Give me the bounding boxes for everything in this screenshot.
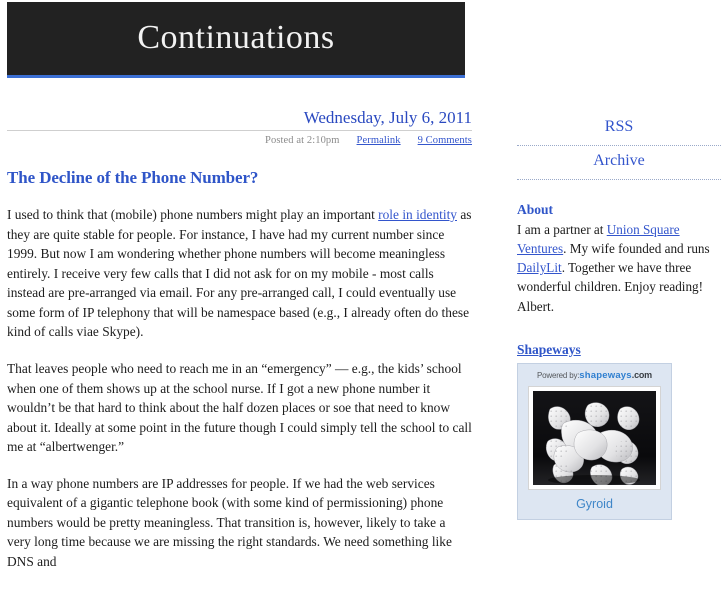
about-text-part-1: I am a partner at <box>517 222 607 237</box>
post-meta <box>7 131 472 146</box>
site-banner <box>7 2 465 78</box>
union-square-ventures-link[interactable]: Union Square Ventures <box>517 222 680 257</box>
comments-link[interactable]: 9 Comments <box>417 135 472 146</box>
about-text-part-2: . My wife founded and runs <box>563 241 710 257</box>
blog-title: Continuations <box>137 18 335 56</box>
powered-by-text: Powered by: <box>537 370 580 380</box>
about-section <box>517 202 721 316</box>
about-heading: About <box>517 202 554 217</box>
shapeways-brand-text: shapeways <box>579 369 632 381</box>
paragraph-1-text-after-link: as they are quite stable for people. For instance, I have had my current number since 1999. But now I am wondering whether phone numbers will become meaningless entirely. I receive very few calls that I did not ask for on my mobile - most calls instead are pre-arranged via email. For any pre-arranged call, I could eventually use some form of IP telephony that will be namespace based (e.g., I already often do these kind of calls viae Skype). <box>7 207 472 340</box>
gyroid-sculpture-photo[interactable] <box>533 391 656 485</box>
sidebar-item-archive[interactable] <box>517 146 721 180</box>
about-text <box>517 220 721 316</box>
post-time: Posted at 2:10pm <box>265 135 340 146</box>
post-paragraph-2: That leaves people who need to reach me in an “emergency” — e.g., the kids’ school when one of them shows up at the school nurse. If I got a new phone number it wouldn’t be that hard to think about the half dozen places or soe that need to know about it. Ideally at some point in the future though I could simply tell the school to call me at “albertwenger.” <box>7 360 472 455</box>
sidebar <box>517 112 721 520</box>
paragraph-1-text-before-link: I used to think that (mobile) phone numbers might play an important <box>7 207 379 222</box>
powered-by-label <box>522 370 667 381</box>
shapeways-heading[interactable]: Shapeways <box>517 341 581 357</box>
sidebar-item-rss[interactable] <box>517 112 721 146</box>
dailylit-link[interactable]: DailyLit <box>517 260 562 276</box>
about-text-part-3: . Together we have three wonderful children. Enjoy reading! Albert. <box>517 260 704 314</box>
gyroid-illustration <box>533 391 656 485</box>
main-content-column <box>7 108 472 589</box>
shapeways-model-caption[interactable]: Gyroid <box>576 496 613 511</box>
shapeways-widget[interactable] <box>517 363 672 520</box>
permalink-link[interactable]: Permalink <box>356 135 401 146</box>
post-title: The Decline of the Phone Number? <box>7 168 259 187</box>
banner-bar <box>7 2 465 78</box>
rss-link[interactable]: RSS <box>604 118 634 135</box>
shapeways-tld-text: .com <box>631 369 652 380</box>
post-date: Wednesday, July 6, 2011 <box>7 108 472 131</box>
role-in-identity-link[interactable]: role in identity <box>378 207 457 222</box>
post-body <box>7 205 472 572</box>
shapeways-photo-frame <box>528 386 661 490</box>
post-paragraph-3: In a way phone numbers are IP addresses for people. If we had the web services equivalent of a gigantic telephone book (with some kind of permissioning) phone numbers would be pretty meaningless. That transition is, however, likely to take a very long time because we are missing the right standards. We need something like DNS and <box>7 475 452 569</box>
shapeways-section <box>517 342 721 520</box>
archive-link[interactable]: Archive <box>593 152 645 169</box>
post-paragraph-1 <box>7 205 472 342</box>
